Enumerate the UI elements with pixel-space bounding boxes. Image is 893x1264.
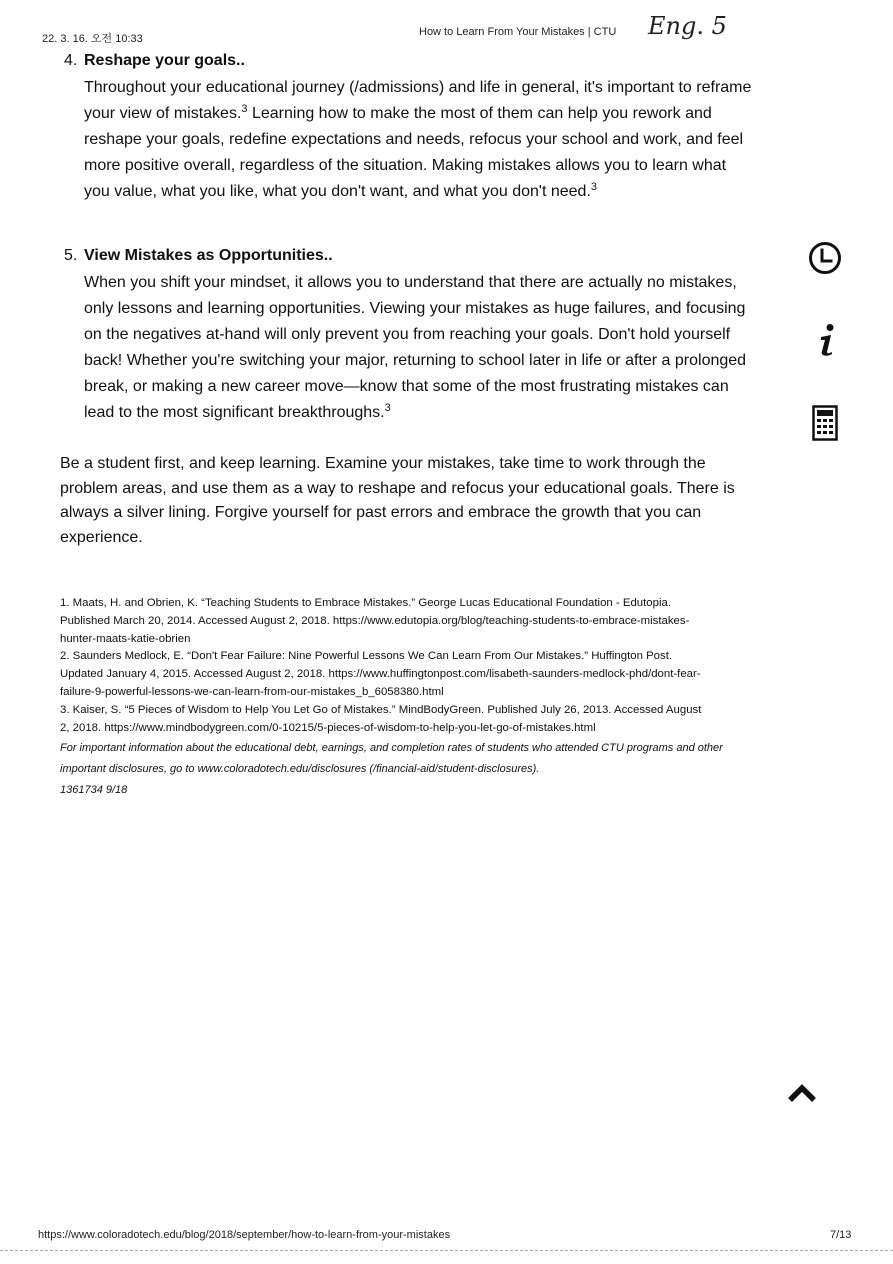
handwritten-note: Eng. 5 (648, 12, 727, 40)
footer-divider (0, 1250, 893, 1251)
calculator-icon[interactable] (812, 405, 838, 441)
section-4-heading: Reshape your goals.. (84, 52, 245, 69)
footer-url[interactable]: https://www.coloradotech.edu/blog/2018/september/how-to-learn-from-your-mistakes (38, 1229, 451, 1241)
closing-paragraph (60, 452, 820, 550)
info-icon[interactable] (816, 323, 838, 357)
citation-marker: 3 (590, 181, 598, 193)
section-5-body (84, 270, 819, 426)
closing-line-4: experience. (60, 528, 143, 546)
section-4-line-1: Throughout your educational journey (/admissions) and life in general, it's important to reframe (84, 79, 752, 96)
references-list (60, 595, 850, 737)
section-4-number: 4. (64, 52, 78, 69)
citation-marker: 3 (384, 402, 391, 414)
disclosure-block (60, 738, 850, 801)
reference-line: 2, 2018. https://www.mindbodygreen.com/0-10215/5-pieces-of-wisdom-to-help-you-let-go-of-mistakes.html (60, 721, 596, 734)
section-5-line-6: lead to the most significant breakthroughs.$^3$ (84, 402, 391, 421)
section-5-line-4: back! Whether you're switching your major, returning to school later in life or after a prolonged (84, 352, 747, 369)
citation-marker: 3 (241, 103, 248, 115)
section-5-line-5: break, or making a new career move—know that some of the most frustrating mistakes can (84, 378, 729, 395)
section-4-line-3: reshape your goals, redefine expectations and needs, refocus your school and work, and feel (84, 131, 744, 148)
reference-line: 2. Saunders Medlock, E. “Don't Fear Failure: Nine Powerful Lessons We Can Learn From Our Mistakes.” Huffington Post. (60, 650, 673, 663)
reference-line: Published March 20, 2014. Accessed August 2, 2018. https://www.edutopia.org/blog/teaching-students-to-embrace-mistakes- (60, 614, 690, 627)
reference-line: failure-9-powerful-lessons-we-can-learn-from-our-mistakes_b_6058380.html (60, 685, 444, 698)
reference-line: 3. Kaiser, S. “5 Pieces of Wisdom to Help You Let Go of Mistakes.” MindBodyGreen. Published July 26, 2013. Accessed August (60, 703, 702, 716)
section-5-line-1: When you shift your mindset, it allows you to understand that there are actually no mistakes, (84, 274, 737, 291)
reference-line: 1. Maats, H. and Obrien, K. “Teaching Students to Embrace Mistakes.” George Lucas Educational Foundation - Edutopia. (60, 597, 671, 609)
reference-line: Updated January 4, 2015. Accessed August 2, 2018. https://www.huffingtonpost.com/lisabeth-saunders-medlock-phd/dont-fear- (60, 668, 701, 681)
clock-icon[interactable] (808, 241, 842, 275)
page-title: How to Learn From Your Mistakes | CTU (419, 26, 617, 38)
section-5-line-2: only lessons and learning opportunities. Viewing your mistakes as huge failures, and focusing (84, 300, 746, 317)
section-4-line-4: more positive overall, regardless of the situation. Making mistakes allows you to learn what (84, 157, 727, 174)
reference-line: hunter-maats-katie-obrien (60, 632, 191, 645)
section-4-body (84, 75, 844, 205)
closing-line-1: Be a student first, and keep learning. Examine your mistakes, take time to work through the (60, 455, 706, 472)
disclosure-code: 1361734 9/18 (60, 784, 128, 796)
section-5-heading: View Mistakes as Opportunities.. (84, 247, 333, 264)
chevron-up-icon[interactable] (787, 1083, 817, 1103)
closing-line-3: always a silver lining. Forgive yourself for past errors and embrace the growth that you can (60, 504, 702, 521)
section-5-line-3: on the negatives at-hand will only prevent you from reaching your goals. Don't hold yourself (84, 326, 731, 343)
disclosure-line[interactable]: important disclosures, go to www.coloradotech.edu/disclosures (/financial-aid/student-disclosures). (60, 763, 540, 775)
footer-page-number: 7/13 (830, 1229, 852, 1241)
section-4-line-5: you value, what you like, what you don't want, and what you don't need.$^3$ (84, 181, 598, 200)
print-datetime: 22. 3. 16. 오전 10:33 (42, 33, 143, 45)
disclosure-line: For important information about the educational debt, earnings, and completion rates of students who attended CTU programs and other (60, 742, 723, 754)
section-4-line-2: your view of mistakes.$^3$ Learning how to make the most of them can help you rework and (84, 103, 712, 122)
section-5-number: 5. (64, 247, 78, 264)
closing-line-2: problem areas, and use them as a way to reshape and refocus your educational goals. There is (60, 479, 735, 497)
